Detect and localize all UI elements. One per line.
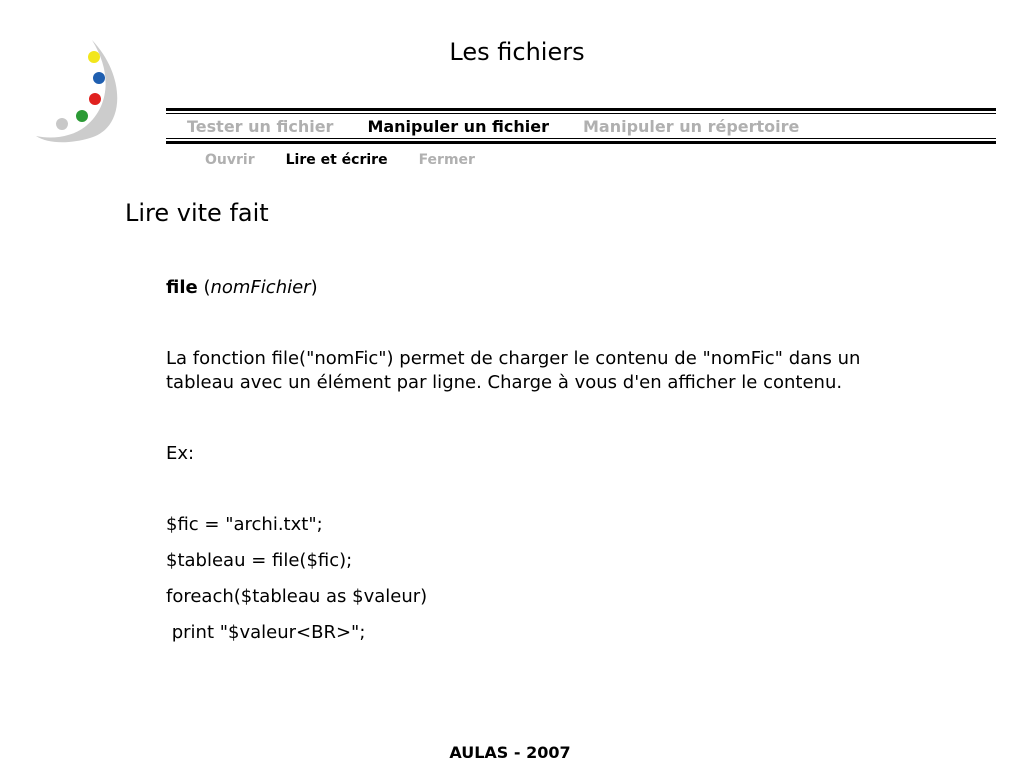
logo-dot-green <box>76 110 88 122</box>
logo-dot-gray <box>56 118 68 130</box>
nav-divider <box>166 141 996 144</box>
code-line: print "$valeur<BR>"; <box>166 622 366 643</box>
sub-nav <box>205 152 506 168</box>
logo-dot-red <box>89 93 101 105</box>
nav-divider <box>166 113 996 114</box>
page-title: Les fichiers <box>449 38 585 66</box>
code-line: foreach($tableau as $valeur) <box>166 586 428 607</box>
subnav-item-lire-ecrire[interactable]: Lire et écrire <box>285 152 388 168</box>
function-name: file <box>166 277 198 298</box>
subnav-item-ouvrir[interactable]: Ouvrir <box>205 152 255 168</box>
function-argument: nomFichier <box>210 277 311 298</box>
nav-item-tester-fichier[interactable]: Tester un fichier <box>187 117 334 136</box>
logo-dot-blue <box>93 72 105 84</box>
nav-item-manipuler-fichier[interactable]: Manipuler un fichier <box>367 117 549 136</box>
code-line: $fic = "archi.txt"; <box>166 514 323 535</box>
paren-close: ) <box>310 277 318 298</box>
content <box>166 276 896 657</box>
nav-divider <box>166 138 996 139</box>
function-signature <box>166 276 896 300</box>
paren-open: ( <box>197 277 211 298</box>
description: La fonction file("nomFic") permet de charger le contenu de "nomFic" dans un tableau avec un élément par ligne. Charge à vous d'en afficher le contenu. <box>166 348 861 393</box>
nav-divider <box>166 108 996 111</box>
code-block <box>166 513 896 645</box>
section-heading: Lire vite fait <box>125 199 269 227</box>
subnav-item-fermer[interactable]: Fermer <box>418 152 475 168</box>
code-line: $tableau = file($fic); <box>166 550 353 571</box>
main-nav <box>166 108 996 144</box>
example-label: Ex: <box>166 443 195 464</box>
footer: AULAS - 2007 <box>449 743 571 762</box>
nav-item-manipuler-repertoire[interactable]: Manipuler un répertoire <box>582 117 800 136</box>
